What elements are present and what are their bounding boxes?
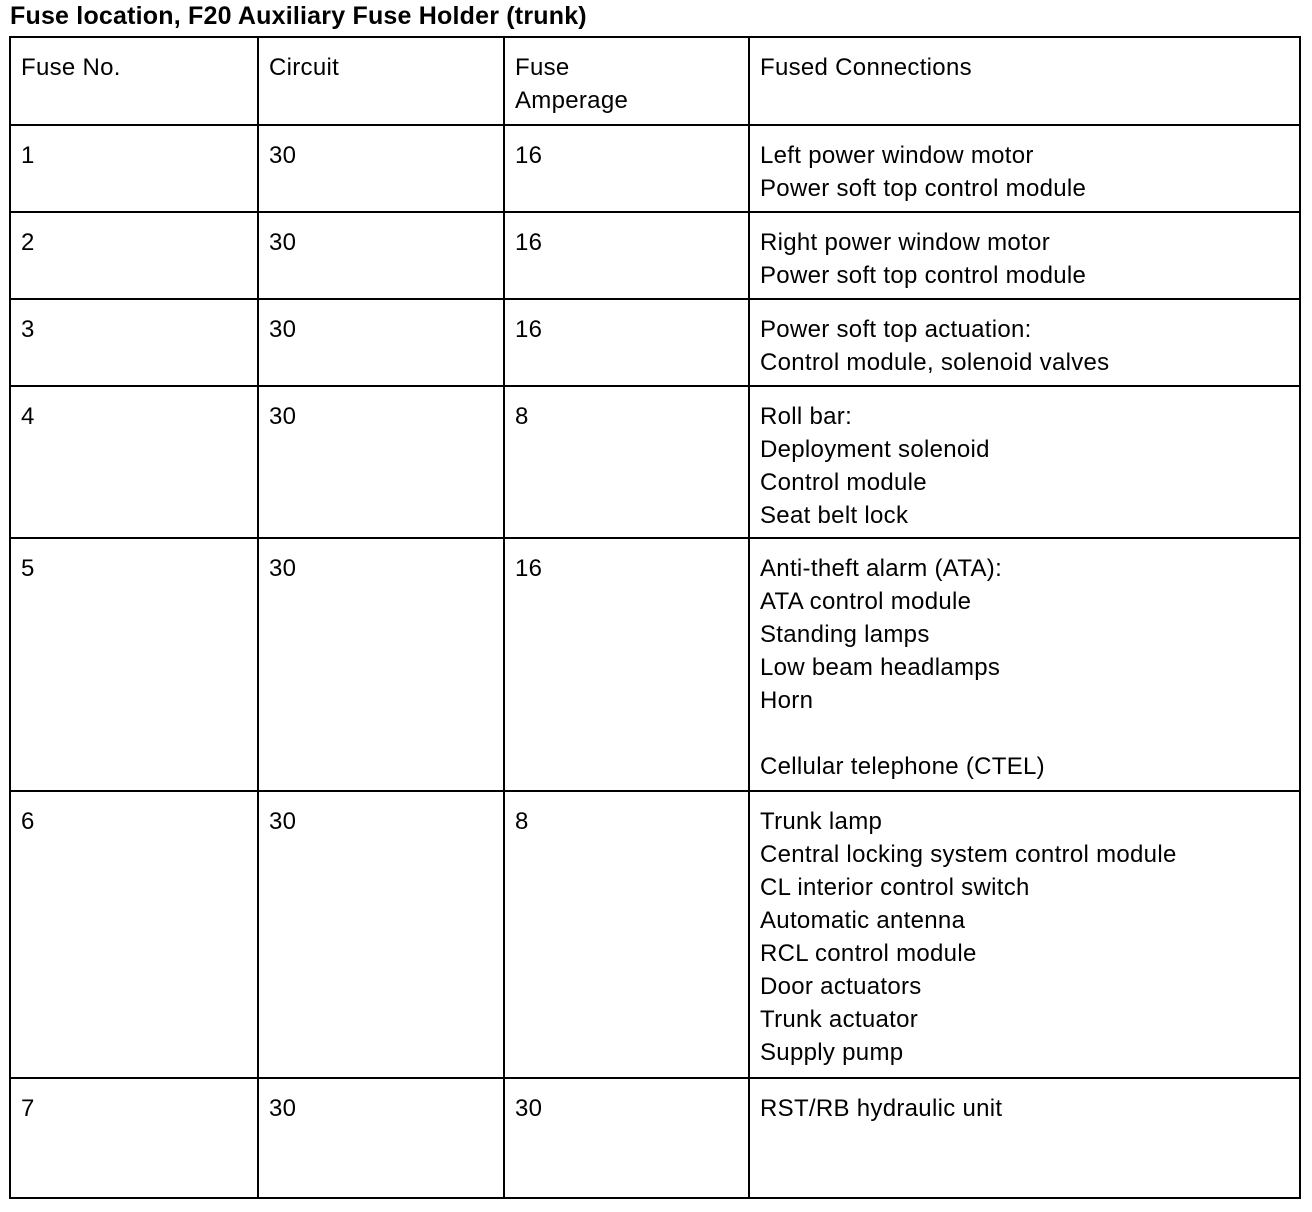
connection-item: Control module, solenoid valves bbox=[760, 349, 1110, 376]
fuse-no-cell: 1 bbox=[10, 125, 258, 212]
connections-cell bbox=[749, 791, 1300, 1078]
connection-item: Supply pump bbox=[760, 1039, 904, 1066]
connection-item: Automatic antenna bbox=[760, 907, 966, 934]
connection-item: Control module bbox=[760, 469, 927, 496]
connection-item: Right power window motor bbox=[760, 229, 1050, 256]
circuit-cell: 30 bbox=[258, 299, 504, 386]
table-row bbox=[10, 125, 1300, 212]
connection-item: Roll bar: bbox=[760, 403, 853, 430]
connections-cell bbox=[749, 1078, 1300, 1198]
header-fuse-no: Fuse No. bbox=[10, 37, 258, 125]
fuse-no-cell: 7 bbox=[10, 1078, 258, 1198]
connection-item: Trunk lamp bbox=[760, 808, 883, 835]
amperage-cell: 8 bbox=[504, 386, 749, 538]
table-row bbox=[10, 538, 1300, 791]
connection-item: Cellular telephone (CTEL) bbox=[760, 753, 1045, 780]
connection-item: Power soft top control module bbox=[760, 175, 1087, 202]
connection-item: Central locking system control module bbox=[760, 841, 1177, 868]
circuit-cell: 30 bbox=[258, 125, 504, 212]
header-fuse-amperage: Fuse Amperage bbox=[504, 37, 749, 125]
amperage-cell: 16 bbox=[504, 538, 749, 791]
table-row bbox=[10, 299, 1300, 386]
circuit-cell: 30 bbox=[258, 791, 504, 1078]
table-row bbox=[10, 212, 1300, 299]
table-row bbox=[10, 791, 1300, 1078]
connection-item: Standing lamps bbox=[760, 621, 930, 648]
amperage-cell: 16 bbox=[504, 212, 749, 299]
connections-cell bbox=[749, 538, 1300, 791]
connections-cell bbox=[749, 125, 1300, 212]
connection-item: RST/RB hydraulic unit bbox=[760, 1095, 1003, 1122]
connections-cell bbox=[749, 212, 1300, 299]
connection-item: Left power window motor bbox=[760, 142, 1034, 169]
connection-item: Power soft top control module bbox=[760, 262, 1087, 289]
page-title: Fuse location, F20 Auxiliary Fuse Holder (trunk) bbox=[10, 2, 587, 30]
circuit-cell: 30 bbox=[258, 212, 504, 299]
connection-item: Anti-theft alarm (ATA): bbox=[760, 555, 1003, 582]
header-row bbox=[10, 37, 1300, 125]
header-circuit: Circuit bbox=[258, 37, 504, 125]
connection-item: ATA control module bbox=[760, 588, 972, 615]
header-fused-connections: Fused Connections bbox=[749, 37, 1300, 125]
connection-item: Trunk actuator bbox=[760, 1006, 919, 1033]
circuit-cell: 30 bbox=[258, 538, 504, 791]
table-row bbox=[10, 1078, 1300, 1198]
connection-item: Seat belt lock bbox=[760, 502, 909, 529]
table-row bbox=[10, 386, 1300, 538]
connection-item: RCL control module bbox=[760, 940, 977, 967]
connection-item: Horn bbox=[760, 687, 814, 714]
amperage-cell: 8 bbox=[504, 791, 749, 1078]
amperage-cell: 16 bbox=[504, 125, 749, 212]
connection-item: Deployment solenoid bbox=[760, 436, 990, 463]
connection-item: Low beam headlamps bbox=[760, 654, 1001, 681]
connections-cell bbox=[749, 299, 1300, 386]
fuse-no-cell: 4 bbox=[10, 386, 258, 538]
fuse-table bbox=[9, 36, 1301, 1199]
fuse-no-cell: 3 bbox=[10, 299, 258, 386]
amperage-cell: 16 bbox=[504, 299, 749, 386]
connection-item: Power soft top actuation: bbox=[760, 316, 1032, 343]
fuse-no-cell: 5 bbox=[10, 538, 258, 791]
connection-item: Door actuators bbox=[760, 973, 922, 1000]
connections-cell bbox=[749, 386, 1300, 538]
fuse-no-cell: 6 bbox=[10, 791, 258, 1078]
connection-spacer bbox=[760, 717, 1289, 750]
circuit-cell: 30 bbox=[258, 1078, 504, 1198]
fuse-no-cell: 2 bbox=[10, 212, 258, 299]
connection-item: CL interior control switch bbox=[760, 874, 1030, 901]
amperage-cell: 30 bbox=[504, 1078, 749, 1198]
circuit-cell: 30 bbox=[258, 386, 504, 538]
